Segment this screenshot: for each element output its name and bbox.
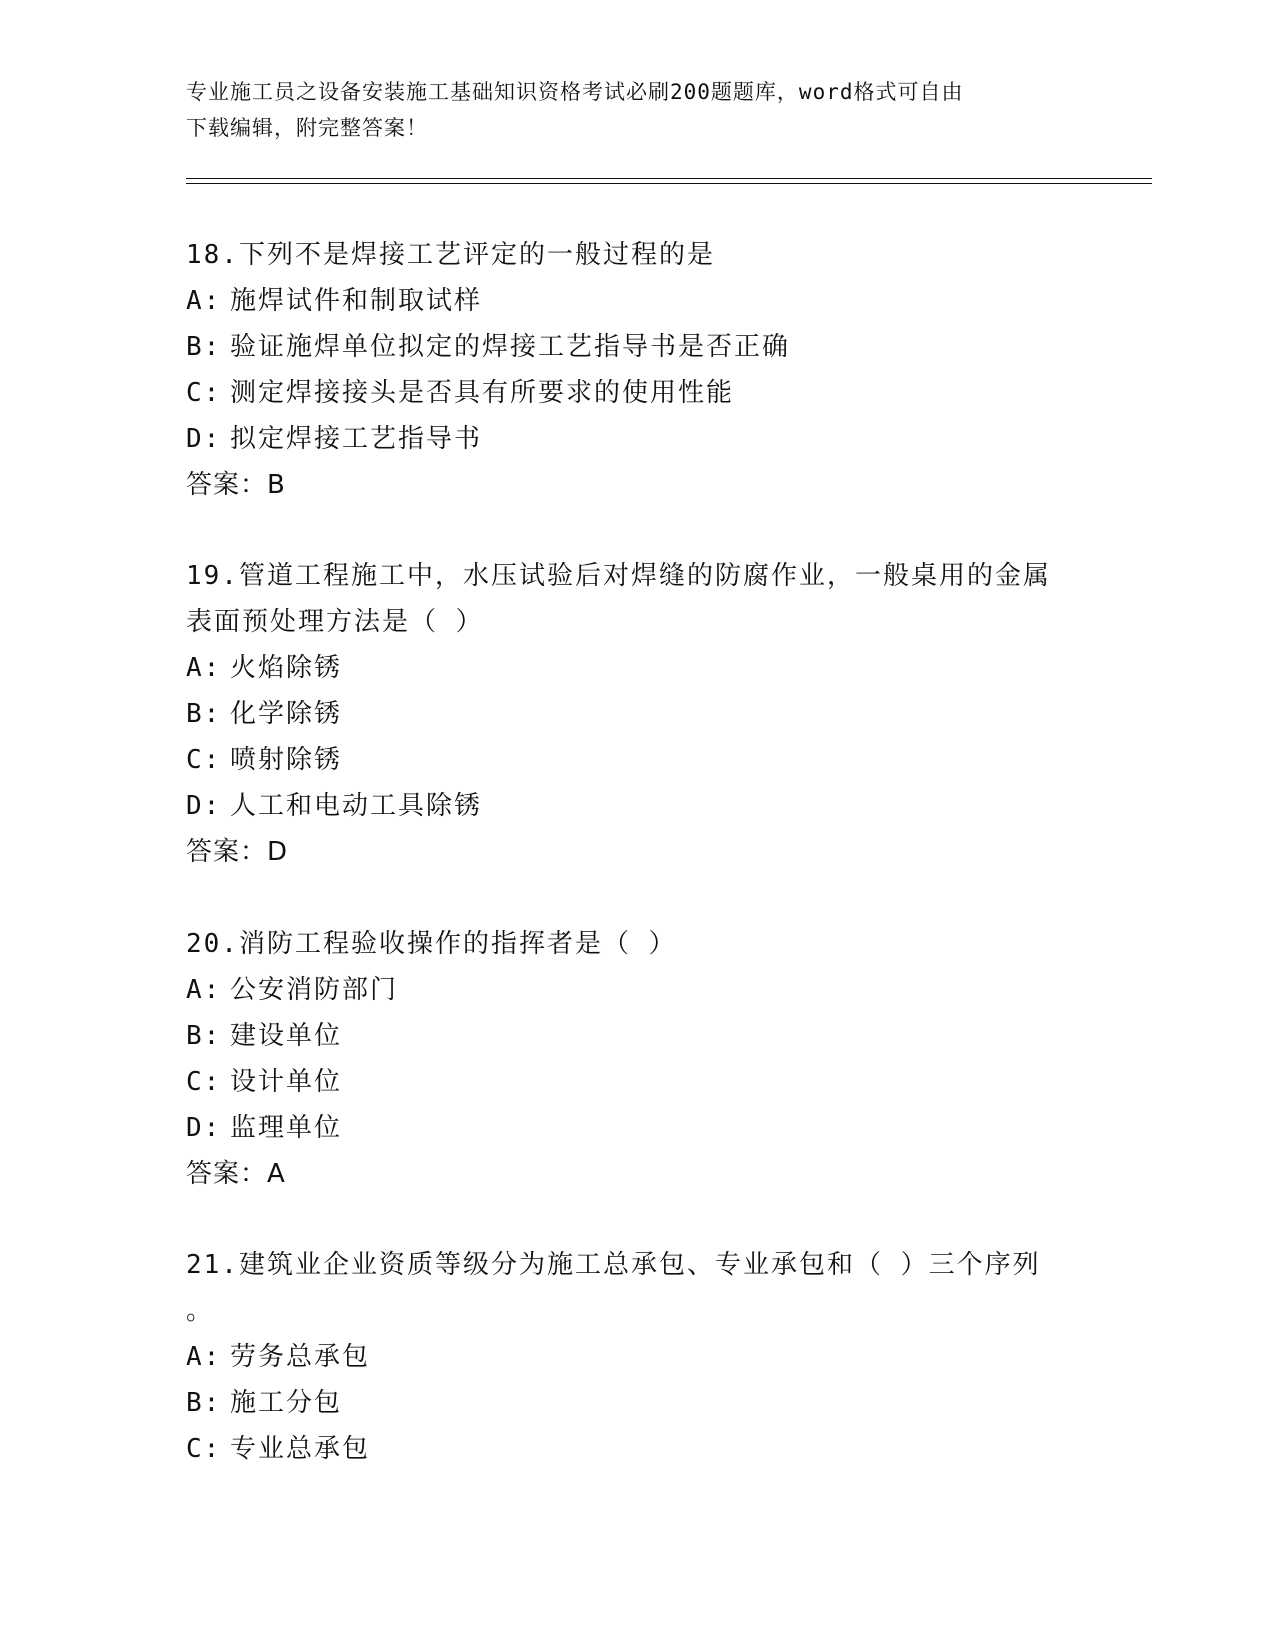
question-stem: 20.消防工程验收操作的指挥者是（ ） [186, 929, 677, 959]
option-text: 喷射除锈 [230, 745, 343, 775]
option-letter: D: [186, 791, 222, 821]
option-letter: C: [186, 1434, 222, 1464]
option-letter: C: [186, 378, 222, 408]
header-line-1: 专业施工员之设备安装施工基础知识资格考试必刷200题题库，word格式可自由 [186, 80, 964, 104]
answer-line: 答案：A [186, 1159, 286, 1189]
option-letter: A: [186, 1342, 222, 1372]
option-a [186, 1334, 1086, 1380]
question-20 [186, 921, 1086, 1197]
option-letter: C: [186, 745, 222, 775]
option-c [186, 1426, 1086, 1472]
option-letter: C: [186, 1067, 222, 1097]
header-divider-bottom [186, 183, 1152, 184]
option-text: 施焊试件和制取试样 [230, 286, 483, 316]
question-stem: 18.下列不是焊接工艺评定的一般过程的是 [186, 240, 715, 270]
option-d [186, 416, 1086, 462]
question-stem: 19.管道工程施工中，水压试验后对焊缝的防腐作业，一般桌用的金属 [186, 561, 1051, 591]
option-a [186, 967, 1086, 1013]
option-text: 测定焊接接头是否具有所要求的使用性能 [230, 378, 735, 408]
option-letter: A: [186, 975, 222, 1005]
option-text: 建设单位 [230, 1021, 343, 1051]
option-letter: B: [186, 1388, 222, 1418]
option-text: 劳务总承包 [230, 1342, 371, 1372]
option-text: 设计单位 [230, 1067, 343, 1097]
option-a [186, 278, 1086, 324]
option-letter: D: [186, 1113, 222, 1143]
question-stem: 21.建筑业企业资质等级分为施工总承包、专业承包和（ ）三个序列 [186, 1250, 1041, 1280]
option-text: 专业总承包 [230, 1434, 371, 1464]
option-text: 人工和电动工具除锈 [230, 791, 483, 821]
option-text: 监理单位 [230, 1113, 343, 1143]
option-c [186, 1059, 1086, 1105]
option-text: 拟定焊接工艺指导书 [230, 424, 483, 454]
option-text: 验证施焊单位拟定的焊接工艺指导书是否正确 [230, 332, 791, 362]
question-18 [186, 232, 1086, 508]
option-text: 施工分包 [230, 1388, 343, 1418]
option-c [186, 370, 1086, 416]
option-text: 公安消防部门 [230, 975, 399, 1005]
question-stem-continued: 。 [186, 1296, 215, 1326]
option-letter: A: [186, 653, 222, 683]
question-19 [186, 553, 1086, 875]
option-letter: A: [186, 286, 222, 316]
option-b [186, 691, 1086, 737]
option-letter: B: [186, 1021, 222, 1051]
option-b [186, 1013, 1086, 1059]
answer-line: 答案：B [186, 470, 286, 500]
option-b [186, 1380, 1086, 1426]
option-letter: B: [186, 699, 222, 729]
header-divider-top [186, 178, 1152, 179]
header-line-2: 下载编辑，附完整答案！ [186, 116, 428, 140]
option-d [186, 1105, 1086, 1151]
option-letter: D: [186, 424, 222, 454]
answer-line: 答案：D [186, 837, 289, 867]
question-stem-continued: 表面预处理方法是（ ） [186, 607, 484, 637]
question-21 [186, 1242, 1086, 1472]
option-text: 火焰除锈 [230, 653, 343, 683]
option-a [186, 645, 1086, 691]
option-text: 化学除锈 [230, 699, 343, 729]
option-c [186, 737, 1086, 783]
document-header [186, 74, 1066, 146]
option-letter: B: [186, 332, 222, 362]
option-d [186, 783, 1086, 829]
option-b [186, 324, 1086, 370]
